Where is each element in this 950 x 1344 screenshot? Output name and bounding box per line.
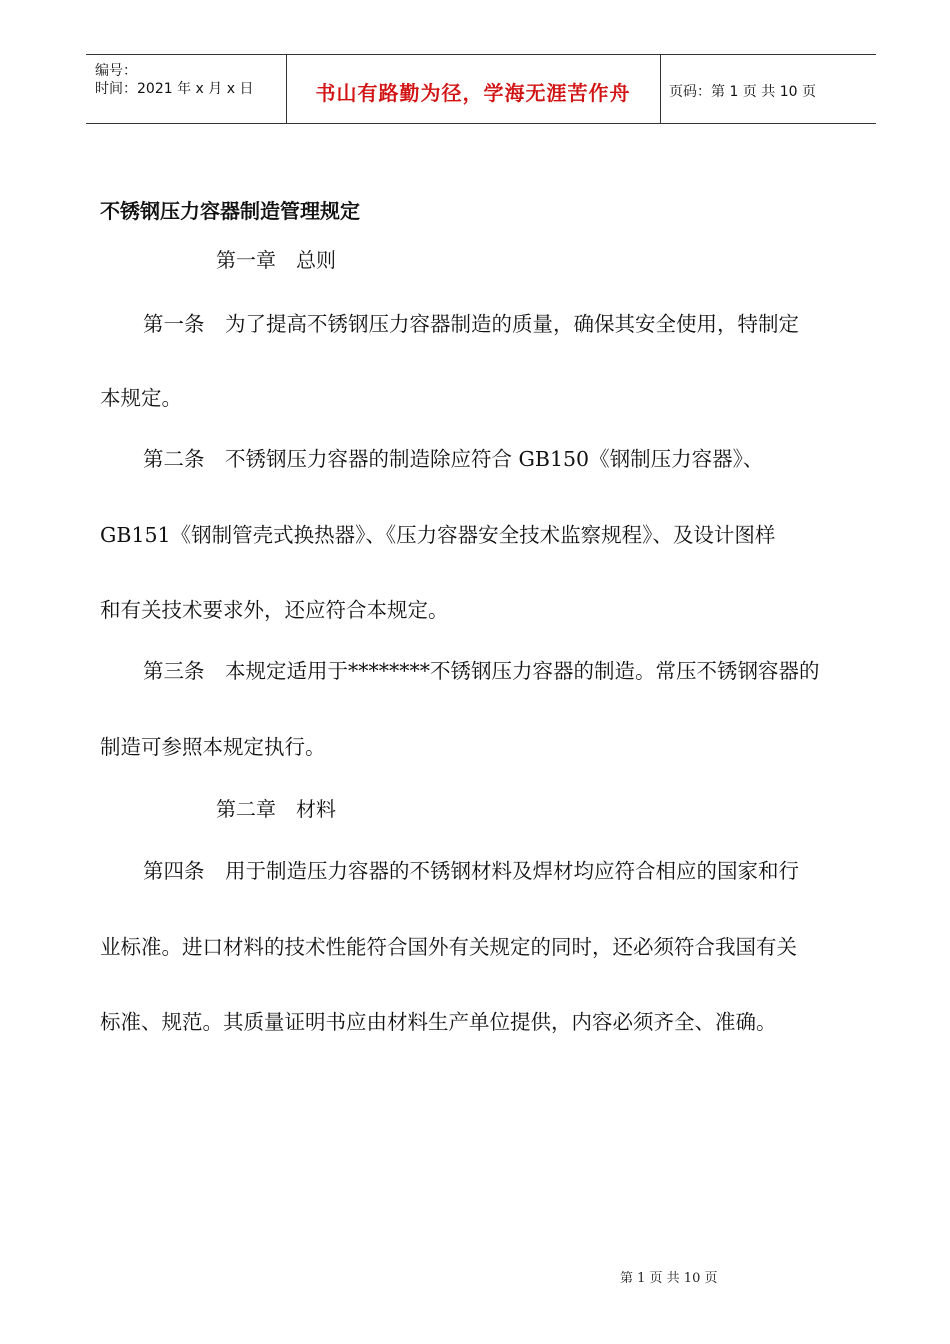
article-2-line-2: GB151《钢制管壳式换热器》、《压力容器安全技术监察规程》、及设计图样 (100, 523, 776, 547)
article-3-line-2: 制造可参照本规定执行。 (100, 735, 326, 759)
article-2-line-3: 和有关技术要求外，还应符合本规定。 (100, 598, 449, 622)
document-title: 不锈钢压力容器制造管理规定 (100, 199, 360, 223)
article-4-line-1: 第四条 用于制造压力容器的不锈钢材料及焊材均应符合相应的国家和行 (143, 859, 799, 883)
chapter-heading-1: 第一章 总则 (216, 248, 336, 272)
header-motto-cell (286, 55, 661, 123)
page-info: 页码：第 1 页 共 10 页 (669, 84, 816, 100)
header-page-cell (660, 55, 876, 123)
document-header (86, 54, 876, 124)
number-label: 编号： (95, 63, 137, 79)
article-4-line-3: 标准、规范。其质量证明书应由材料生产单位提供，内容必须齐全、准确。 (100, 1010, 777, 1034)
motto-text: 书山有路勤为径，学海无涯苦作舟 (315, 81, 631, 105)
page-footer: 第 1 页 共 10 页 (620, 1271, 718, 1286)
header-meta-cell (86, 55, 287, 123)
chapter-heading-2: 第二章 材料 (216, 797, 336, 821)
article-2-line-1: 第二条 不锈钢压力容器的制造除应符合 GB150《钢制压力容器》、 (143, 447, 764, 471)
article-4-line-2: 业标准。进口材料的技术性能符合国外有关规定的同时，还必须符合我国有关 (100, 935, 797, 959)
article-1-line-2: 本规定。 (100, 386, 182, 410)
article-1-line-1: 第一条 为了提高不锈钢压力容器制造的质量，确保其安全使用，特制定 (143, 312, 799, 336)
date-line: 时间：2021 年 x 月 x 日 (95, 81, 254, 97)
article-3-line-1: 第三条 本规定适用于********不锈钢压力容器的制造。常压不锈钢容器的 (143, 659, 820, 683)
